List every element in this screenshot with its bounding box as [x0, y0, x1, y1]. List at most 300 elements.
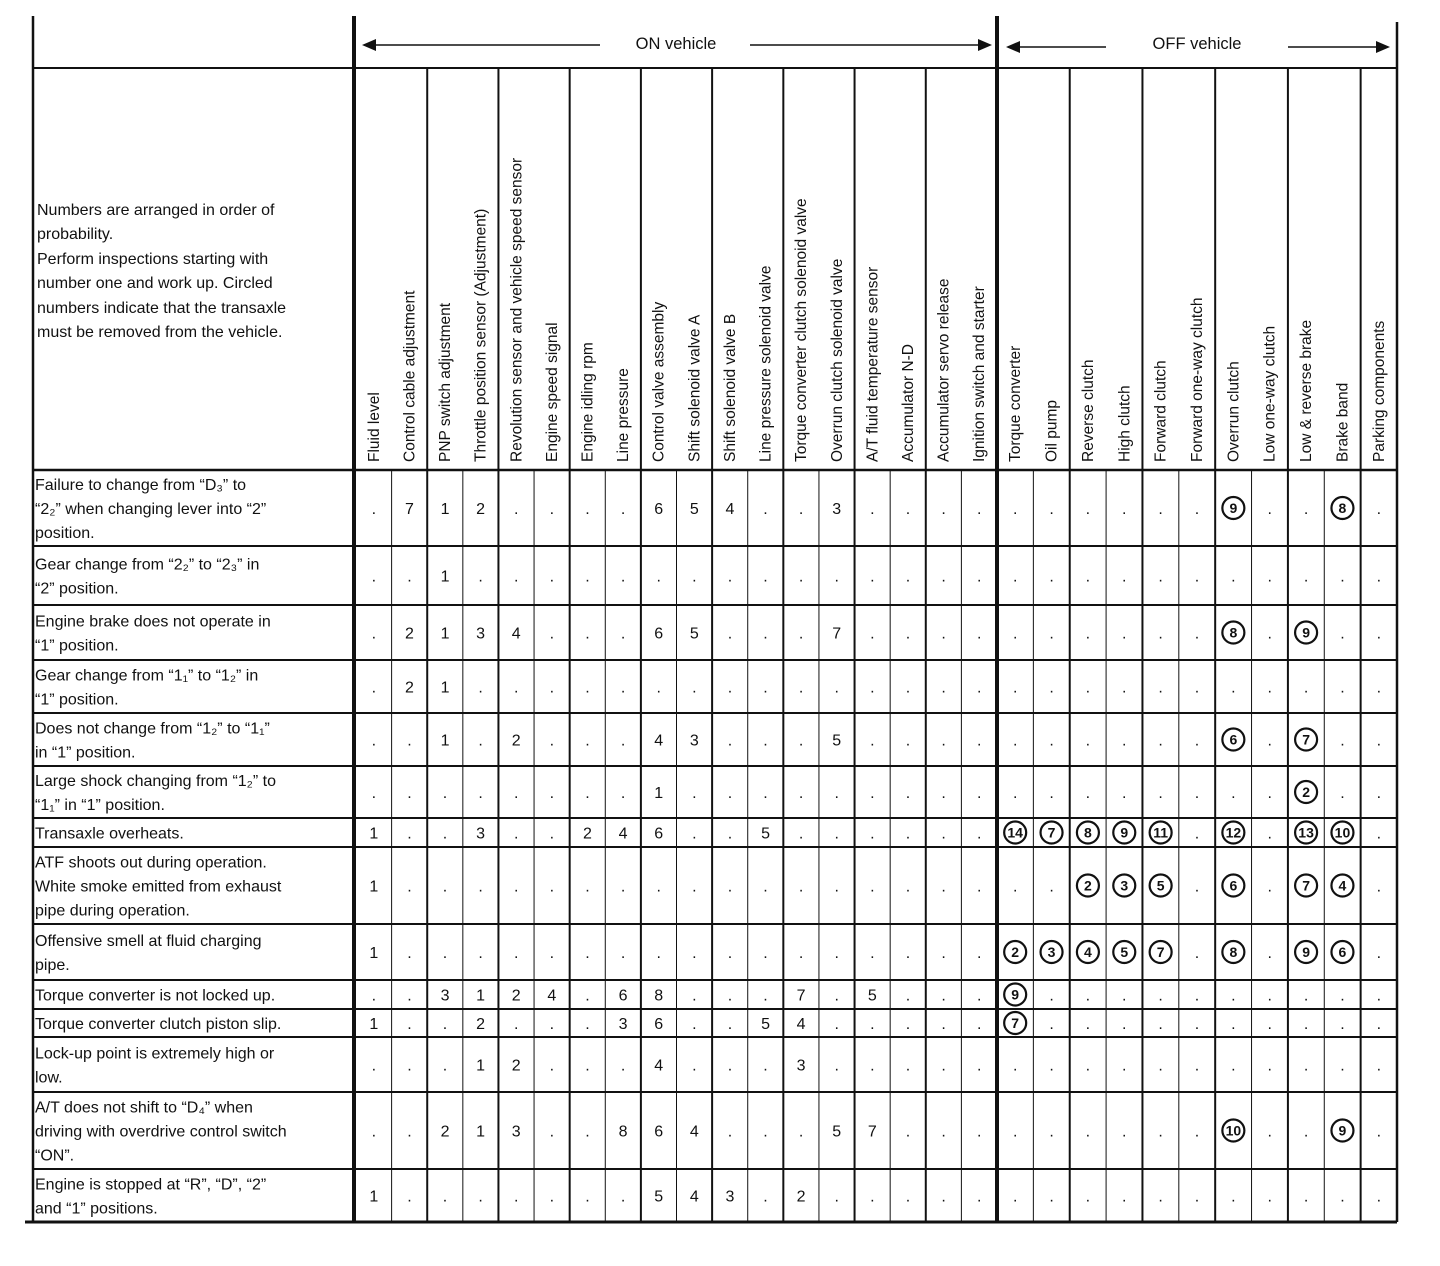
- cell-value: 4: [1084, 944, 1092, 960]
- circled-value: [1331, 497, 1353, 519]
- cell-value: .: [371, 1123, 377, 1141]
- cell-value: .: [941, 501, 946, 518]
- note-line-3: Perform inspections starting with: [37, 251, 269, 268]
- cell-value: 7: [796, 987, 806, 1005]
- cell-value: .: [407, 1123, 412, 1141]
- cell-value: .: [1194, 945, 1200, 962]
- cell-value: .: [656, 568, 661, 586]
- cell-value: .: [1231, 568, 1236, 586]
- cell-value: .: [727, 785, 733, 802]
- cell-value: .: [941, 987, 946, 1005]
- cell-value: .: [1122, 625, 1127, 643]
- cell-value: 3: [476, 825, 486, 843]
- cell-value: .: [585, 1057, 590, 1075]
- cell-value: .: [407, 732, 412, 750]
- cell-value: .: [1194, 987, 1200, 1005]
- cell-value: .: [834, 878, 839, 896]
- cell-value: .: [1012, 1123, 1018, 1141]
- column-header: Accumulator N-D: [899, 344, 917, 462]
- cell-value: 9: [1302, 624, 1310, 641]
- cell-value: .: [763, 1123, 768, 1141]
- cell-value: .: [1122, 1016, 1127, 1033]
- cell-value: .: [727, 987, 733, 1005]
- symptom-text: pipe.: [35, 957, 70, 974]
- column-header: Line pressure solenoid valve: [757, 265, 775, 462]
- cell-value: .: [763, 679, 768, 697]
- cell-value: .: [941, 785, 946, 802]
- cell-value: .: [549, 825, 555, 843]
- cell-value: .: [549, 1123, 555, 1141]
- cell-value: .: [941, 825, 946, 843]
- cell-value: .: [834, 987, 839, 1005]
- cell-value: .: [1158, 987, 1163, 1005]
- cell-value: 2: [1084, 877, 1092, 894]
- cell-value: 4: [654, 1057, 664, 1075]
- cell-value: .: [549, 945, 555, 962]
- cell-value: .: [478, 1188, 483, 1206]
- cell-value: .: [976, 679, 982, 697]
- cell-value: .: [620, 501, 626, 518]
- cell-value: 6: [654, 625, 664, 643]
- cell-value: .: [1376, 501, 1382, 518]
- cell-value: 7: [404, 501, 414, 518]
- cell-value: .: [798, 732, 804, 750]
- left-arrow-icon: [1006, 41, 1020, 53]
- cell-value: .: [763, 625, 768, 643]
- symptom-text: and “1” positions.: [35, 1200, 158, 1218]
- cell-value: .: [941, 945, 946, 962]
- column-header: Revolution sensor and vehicle speed sensor: [508, 157, 526, 462]
- cell-value: .: [905, 568, 911, 586]
- circled-value: [1077, 822, 1099, 844]
- cell-value: 8: [618, 1123, 628, 1141]
- cell-value: .: [1376, 732, 1382, 750]
- column-header: Overrun clutch solenoid valve: [828, 258, 846, 462]
- cell-value: .: [976, 501, 982, 518]
- cell-value: .: [549, 679, 555, 697]
- cell-value: .: [1049, 1057, 1054, 1075]
- cell-value: .: [371, 785, 377, 802]
- cell-value: .: [798, 568, 804, 586]
- cell-value: .: [549, 501, 555, 518]
- symptom-text: “ON”.: [35, 1147, 75, 1165]
- cell-value: .: [1340, 1016, 1345, 1033]
- column-header: Low & reverse brake: [1298, 319, 1316, 462]
- cell-value: .: [941, 878, 946, 896]
- cell-value: .: [1376, 987, 1382, 1005]
- cell-value: .: [1049, 1123, 1054, 1141]
- cell-value: .: [1122, 732, 1127, 750]
- cell-value: 1: [369, 1188, 379, 1206]
- cell-value: .: [1158, 1016, 1163, 1033]
- cell-value: 2: [476, 1016, 486, 1033]
- cell-value: .: [1158, 785, 1163, 802]
- cell-value: .: [478, 568, 483, 586]
- cell-value: .: [727, 945, 733, 962]
- column-header: Shift solenoid valve B: [721, 313, 739, 462]
- note-line-5: numbers indicate that the transaxle: [37, 300, 287, 317]
- cell-value: .: [1194, 732, 1200, 750]
- cell-value: .: [941, 732, 946, 750]
- cell-value: .: [1085, 987, 1091, 1005]
- cell-value: .: [870, 1016, 875, 1033]
- cell-value: .: [1012, 878, 1018, 896]
- cell-value: 8: [654, 987, 664, 1005]
- circled-value: [1295, 729, 1317, 751]
- cell-value: 1: [476, 1057, 486, 1075]
- cell-value: 9: [1302, 944, 1310, 960]
- cell-value: .: [976, 987, 982, 1005]
- cell-value: .: [585, 945, 590, 962]
- cell-value: .: [905, 987, 911, 1005]
- cell-value: .: [905, 1016, 911, 1033]
- symptom-text: in “1” position.: [35, 744, 136, 762]
- cell-value: 3: [476, 625, 486, 643]
- note-line-1: Numbers are arranged in order of: [37, 202, 275, 219]
- cell-value: .: [905, 825, 911, 843]
- cell-value: 3: [725, 1188, 735, 1206]
- circled-value: [1222, 822, 1244, 844]
- cell-value: 9: [1229, 500, 1238, 516]
- cell-value: .: [1376, 679, 1382, 697]
- cell-value: .: [656, 945, 661, 962]
- note-line-6: must be removed from the vehicle.: [37, 324, 283, 341]
- cell-value: 1: [369, 878, 379, 896]
- circled-value: [1295, 941, 1317, 963]
- cell-value: .: [620, 732, 626, 750]
- cell-value: .: [478, 732, 483, 750]
- column-header: Throttle position sensor (Adjustment): [472, 208, 490, 462]
- cell-value: 10: [1225, 1122, 1242, 1139]
- cell-value: .: [1376, 625, 1382, 643]
- cell-value: .: [692, 679, 697, 697]
- cell-value: .: [870, 945, 875, 962]
- cell-value: .: [442, 1016, 448, 1033]
- cell-value: .: [407, 878, 412, 896]
- circled-value: [1295, 622, 1317, 644]
- cell-value: 13: [1298, 824, 1314, 841]
- cell-value: .: [585, 625, 590, 643]
- cell-value: 7: [1302, 877, 1310, 894]
- cell-value: 2: [511, 987, 521, 1005]
- cell-value: 6: [654, 1016, 664, 1033]
- cell-value: .: [1267, 1188, 1272, 1206]
- column-header: Forward clutch: [1152, 360, 1170, 462]
- cell-value: .: [514, 1016, 519, 1033]
- circled-value: [1331, 941, 1353, 963]
- cell-value: .: [727, 625, 733, 643]
- cell-value: .: [905, 945, 911, 962]
- cell-value: .: [1303, 679, 1309, 697]
- cell-value: .: [1049, 987, 1054, 1005]
- symptom-text: White smoke emitted from exhaust: [35, 878, 282, 896]
- cell-value: .: [371, 987, 377, 1005]
- column-header: Control valve assembly: [650, 301, 668, 462]
- cell-value: .: [870, 679, 875, 697]
- cell-value: .: [1303, 1057, 1309, 1075]
- cell-value: .: [371, 679, 377, 697]
- cell-value: .: [727, 732, 733, 750]
- symptom-text: ATF shoots out during operation.: [35, 854, 267, 872]
- cell-value: .: [620, 568, 626, 586]
- cell-value: 2: [440, 1123, 450, 1141]
- cell-value: .: [514, 945, 519, 962]
- cell-value: .: [1267, 625, 1272, 643]
- circled-value: [1295, 781, 1317, 803]
- symptom-text: Engine brake does not operate in: [35, 613, 271, 631]
- cell-value: 3: [1047, 944, 1056, 960]
- cell-value: .: [1049, 625, 1054, 643]
- cell-value: 7: [832, 625, 842, 643]
- right-arrow-icon: [978, 39, 992, 51]
- cell-value: .: [763, 878, 768, 896]
- cell-value: 1: [440, 679, 450, 697]
- cell-value: .: [514, 568, 519, 586]
- cell-value: .: [514, 679, 519, 697]
- cell-value: .: [1194, 1188, 1200, 1206]
- cell-value: .: [585, 1016, 590, 1033]
- cell-value: 1: [369, 945, 379, 962]
- symptom-text: “1” position.: [35, 637, 119, 655]
- circled-value: [1004, 941, 1026, 963]
- circled-value: [1004, 822, 1026, 844]
- cell-value: .: [1049, 878, 1054, 896]
- cell-value: 1: [369, 1016, 379, 1033]
- cell-value: .: [656, 679, 661, 697]
- cell-value: .: [870, 732, 875, 750]
- symptom-text: position.: [35, 525, 95, 542]
- cell-value: .: [1267, 732, 1272, 750]
- cell-value: .: [976, 732, 982, 750]
- circled-value: [1150, 941, 1172, 963]
- cell-value: 1: [654, 785, 664, 802]
- cell-value: 2: [1011, 944, 1020, 960]
- table-header: [37, 35, 1241, 341]
- circled-value: [1004, 984, 1026, 1006]
- cell-value: .: [870, 568, 875, 586]
- cell-value: 5: [689, 501, 699, 518]
- column-header: Shift solenoid valve A: [686, 314, 704, 462]
- cell-value: .: [976, 945, 982, 962]
- cell-value: 4: [725, 501, 735, 518]
- column-header: Line pressure: [615, 368, 633, 462]
- cell-value: .: [549, 1188, 555, 1206]
- cell-value: .: [1085, 1016, 1091, 1033]
- cell-value: .: [1267, 878, 1272, 896]
- circled-value: [1331, 822, 1353, 844]
- cell-value: .: [620, 1188, 626, 1206]
- column-header: Control cable adjustment: [401, 290, 419, 462]
- cell-value: 3: [1120, 877, 1129, 894]
- cell-value: .: [1194, 625, 1200, 643]
- cell-value: 6: [654, 825, 664, 843]
- cell-value: .: [407, 987, 412, 1005]
- cell-value: 2: [583, 825, 592, 843]
- cell-value: .: [656, 878, 661, 896]
- cell-value: 6: [1229, 731, 1238, 748]
- cell-value: .: [727, 878, 733, 896]
- cell-value: .: [514, 825, 519, 843]
- cell-value: .: [371, 625, 377, 643]
- cell-value: 7: [867, 1123, 877, 1141]
- symptom-text: Offensive smell at fluid charging: [35, 933, 262, 950]
- cell-value: .: [1267, 945, 1272, 962]
- cell-value: .: [407, 568, 412, 586]
- cell-value: .: [798, 501, 804, 518]
- circled-value: [1004, 1012, 1026, 1034]
- cell-value: .: [976, 878, 982, 896]
- cell-value: 1: [476, 1123, 486, 1141]
- cell-value: 6: [618, 987, 628, 1005]
- cell-value: .: [585, 1123, 590, 1141]
- cell-value: .: [727, 1016, 733, 1033]
- column-header: Ignition switch and starter: [971, 286, 989, 462]
- cell-value: .: [941, 625, 946, 643]
- cell-value: .: [407, 785, 412, 802]
- cell-value: .: [514, 1188, 519, 1206]
- cell-value: .: [1303, 501, 1309, 518]
- cell-value: 9: [1338, 1122, 1347, 1139]
- cell-value: .: [1340, 785, 1345, 802]
- cell-value: .: [798, 945, 804, 962]
- cell-value: 5: [832, 1123, 842, 1141]
- cell-value: .: [407, 1016, 412, 1033]
- circled-value: [1222, 622, 1244, 644]
- cell-value: .: [620, 679, 626, 697]
- cell-value: .: [407, 945, 412, 962]
- cell-value: .: [620, 625, 626, 643]
- cell-value: .: [727, 568, 733, 586]
- cell-value: .: [905, 1123, 911, 1141]
- cell-value: .: [727, 825, 733, 843]
- symptom-text: Transaxle overheats.: [35, 825, 184, 843]
- cell-value: 9: [1011, 986, 1020, 1003]
- symptom-text: low.: [35, 1069, 63, 1087]
- cell-value: .: [834, 785, 839, 802]
- cell-value: .: [976, 1123, 982, 1141]
- circled-value: [1222, 1120, 1244, 1142]
- cell-value: .: [1267, 825, 1272, 843]
- cell-value: .: [1340, 568, 1345, 586]
- cell-value: .: [1049, 1188, 1054, 1206]
- cell-value: .: [692, 568, 697, 586]
- column-header: Parking components: [1370, 320, 1388, 462]
- cell-value: .: [442, 878, 448, 896]
- cell-value: 2: [796, 1188, 806, 1206]
- cell-value: .: [1012, 679, 1018, 697]
- cell-value: .: [1122, 1188, 1127, 1206]
- cell-value: .: [1012, 785, 1018, 802]
- cell-value: .: [870, 825, 875, 843]
- cell-value: .: [1194, 1016, 1200, 1033]
- cell-value: .: [834, 1057, 839, 1075]
- cell-value: .: [1340, 987, 1345, 1005]
- cell-value: .: [442, 1057, 448, 1075]
- cell-value: .: [941, 679, 946, 697]
- cell-value: .: [514, 501, 519, 518]
- circled-value: [1041, 941, 1063, 963]
- cell-value: .: [763, 732, 768, 750]
- cell-value: .: [478, 945, 483, 962]
- cell-value: 3: [618, 1016, 628, 1033]
- cell-value: 12: [1225, 824, 1242, 841]
- cell-value: 1: [440, 732, 450, 750]
- cell-value: .: [1012, 501, 1018, 518]
- cell-value: .: [478, 785, 483, 802]
- cell-value: .: [798, 679, 804, 697]
- cell-value: .: [1194, 878, 1200, 896]
- cell-value: .: [1158, 501, 1163, 518]
- circled-value: [1041, 822, 1063, 844]
- cell-value: .: [1340, 625, 1345, 643]
- cell-value: .: [1012, 568, 1018, 586]
- cell-value: 3: [832, 501, 842, 518]
- cell-value: .: [941, 1057, 946, 1075]
- circled-value: [1113, 941, 1135, 963]
- cell-value: .: [620, 945, 626, 962]
- circled-value: [1113, 875, 1135, 897]
- symptom-text: Torque converter clutch piston slip.: [35, 1016, 282, 1033]
- cell-value: .: [1194, 785, 1200, 802]
- cell-value: .: [870, 1057, 875, 1075]
- cell-value: .: [1231, 785, 1236, 802]
- cell-value: 4: [547, 987, 557, 1005]
- cell-value: .: [442, 825, 448, 843]
- cell-value: .: [1376, 878, 1382, 896]
- symptom-text: Engine is stopped at “R”, “D”, “2”: [35, 1176, 267, 1194]
- cell-value: 5: [761, 825, 770, 843]
- cell-value: .: [976, 1057, 982, 1075]
- column-header: Torque converter clutch solenoid valve: [793, 198, 811, 462]
- cell-value: .: [585, 732, 590, 750]
- cell-value: .: [1376, 945, 1382, 962]
- cell-value: 1: [476, 987, 486, 1005]
- cell-value: .: [371, 732, 377, 750]
- column-header: Reverse clutch: [1079, 359, 1097, 462]
- cell-value: .: [1376, 1123, 1382, 1141]
- symptom-text: “1₁” in “1” position.: [35, 797, 165, 814]
- cell-value: .: [834, 945, 839, 962]
- cell-value: 2: [404, 625, 414, 643]
- cell-value: .: [1267, 1016, 1272, 1033]
- cell-value: .: [905, 625, 911, 643]
- cell-value: .: [1231, 1188, 1236, 1206]
- cell-value: .: [976, 1016, 982, 1033]
- cell-value: .: [1267, 987, 1272, 1005]
- note-line-2: probability.: [37, 226, 114, 243]
- cell-value: .: [585, 568, 590, 586]
- cell-value: 4: [796, 1016, 806, 1033]
- cell-value: 2: [476, 501, 486, 518]
- cell-value: .: [1231, 1057, 1236, 1075]
- symptom-text: Lock-up point is extremely high or: [35, 1045, 275, 1063]
- cell-value: .: [905, 785, 911, 802]
- column-header: Forward one-way clutch: [1189, 297, 1206, 462]
- cell-value: .: [514, 878, 519, 896]
- symptom-text: Failure to change from “D₃” to: [35, 477, 247, 494]
- circled-value: [1222, 729, 1244, 751]
- symptom-text: pipe during operation.: [35, 902, 190, 920]
- cell-value: 1: [440, 501, 450, 518]
- cell-value: .: [371, 1057, 377, 1075]
- symptom-text: Torque converter is not locked up.: [35, 987, 276, 1005]
- cell-value: .: [941, 1016, 946, 1033]
- column-header: Oil pump: [1043, 399, 1061, 462]
- note-line-4: number one and work up. Circled: [37, 275, 273, 292]
- cell-value: .: [514, 785, 519, 802]
- cell-value: 2: [511, 1057, 521, 1075]
- cell-value: .: [1340, 1188, 1345, 1206]
